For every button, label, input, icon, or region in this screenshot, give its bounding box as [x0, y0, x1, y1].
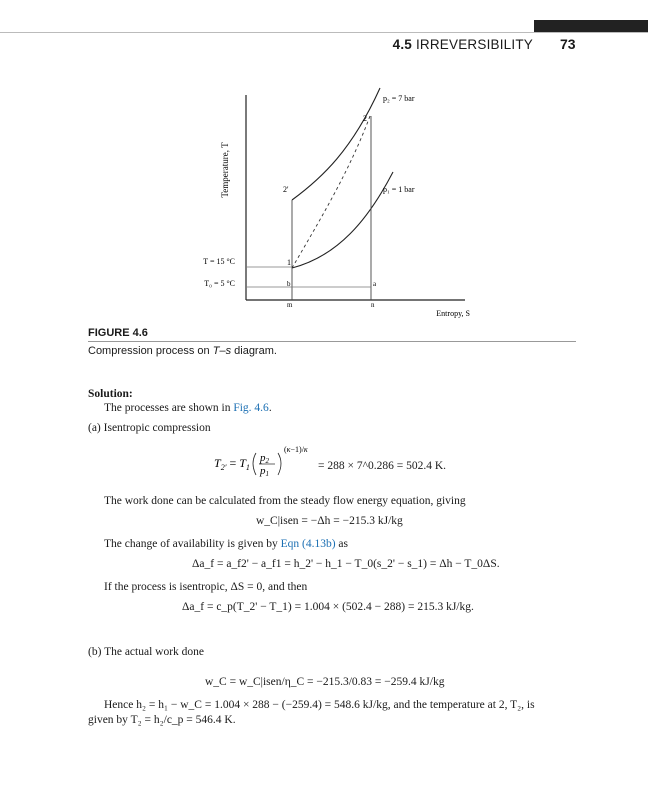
svg-text:(κ−1)/κ: (κ−1)/κ [284, 445, 308, 454]
T-label: T = 15 °C [203, 257, 235, 266]
section-title: IRREVERSIBILITY [415, 37, 533, 52]
isentropic-text: If the process is isentropic, ΔS = 0, and then [104, 581, 308, 593]
isobar-p2 [292, 88, 380, 200]
T0-label: T₀ = 5 °C [204, 279, 235, 288]
x-axis-label: Entropy, S [436, 309, 470, 318]
p2-label: p₂ = 7 bar [383, 94, 415, 103]
svg-text:p2: p2 [260, 452, 269, 465]
point-b-label: b [287, 280, 291, 288]
part-a-heading: (a) Isentropic compression [88, 422, 211, 434]
y-axis-label: Temperature, T [220, 142, 230, 198]
solution-heading: Solution: [88, 388, 133, 400]
page-number: 73 [560, 36, 576, 52]
equation-actual-work: w_C = w_C|isen/η_C = −215.3/0.83 = −259.4 kJ/kg [205, 676, 445, 688]
svg-text:T2′ = T1: $T_{2'} = T_1$ [214, 456, 250, 472]
point-n-label: n [371, 301, 375, 309]
point-1-label: 1 [287, 258, 291, 267]
point-m-label: m [287, 301, 293, 309]
equation-delta-af: Δa_f = c_p(T_2' − T_1) = 1.004 × (502.4 − 288) = 215.3 kJ/kg. [182, 601, 474, 613]
hence-line-1: Hence h₂ = h₁ − w_C = 1.004 × 288 − (−259.4) = 548.6 kJ/kg, and the temperature at 2, T₂, is [104, 699, 535, 711]
point-2prime-label: 2' [283, 185, 289, 194]
ts-diagram [0, 0, 648, 330]
figure-rule [88, 341, 576, 342]
figure-caption: Compression process on T–s diagram. [88, 345, 277, 357]
point-a-label: a [373, 280, 377, 288]
svg-text:p1: p1 [260, 465, 269, 478]
equation-t2prime-result: = 288 × 7^0.286 = 502.4 K. [318, 460, 447, 472]
work-text: The work done can be calculated from the steady flow energy equation, giving [104, 495, 466, 507]
equation-work-isen: w_C|isen = −Δh = −215.3 kJ/kg [256, 515, 403, 527]
equation-t2prime-lhs [214, 443, 324, 483]
section-number: 4.5 [392, 37, 412, 52]
eqn-link[interactable]: Eqn (4.13b) [280, 538, 336, 550]
point-2-label: 2 [363, 114, 367, 123]
p1-label: p₁ = 1 bar [383, 185, 415, 194]
fig-link[interactable]: Fig. 4.6 [233, 402, 269, 414]
actual-process-path [292, 116, 370, 268]
solution-intro: The processes are shown in Fig. 4.6. [104, 402, 272, 414]
equation-availability: Δa_f = a_f2' − a_f1 = h_2' − h_1 − T_0(s_2' − s_1) = Δh − T_0ΔS. [192, 558, 500, 570]
part-b-heading: (b) The actual work done [88, 646, 205, 658]
figure-label: FIGURE 4.6 [88, 327, 148, 339]
isobar-p1 [292, 172, 393, 268]
availability-text: The change of availability is given by Eqn (4.13b) as [104, 538, 349, 550]
hence-line-2: given by T₂ = h₂/c_p = 546.4 K. [88, 714, 236, 726]
